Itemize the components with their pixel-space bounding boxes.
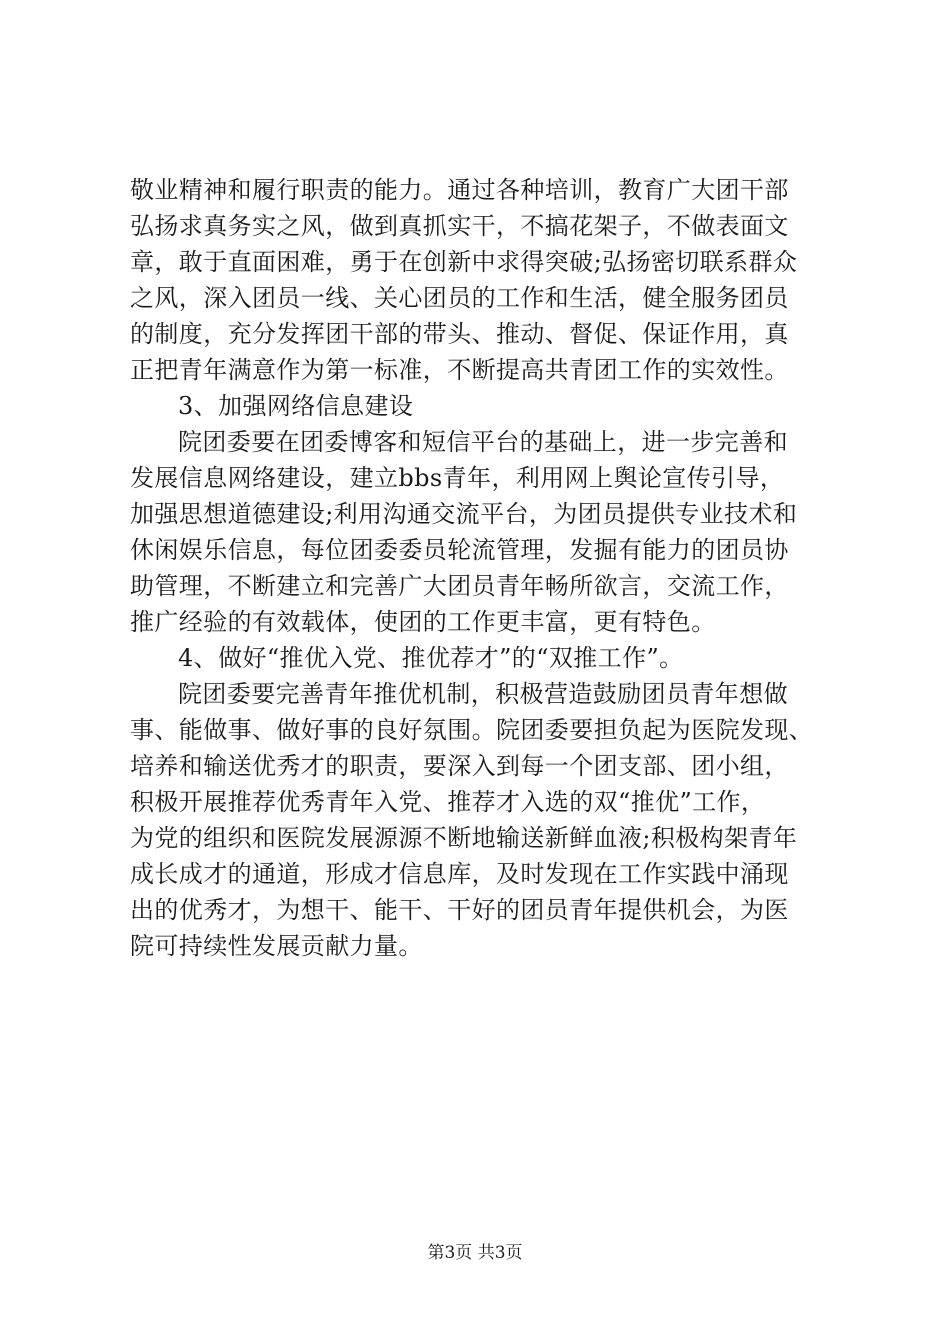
text-line: 助管理，不断建立和完善广大团员青年畅所欲言，交流工作，	[130, 572, 789, 600]
text-line: 加强思想道德建设;利用沟通交流平台，为团员提供专业技术和	[130, 500, 798, 528]
text-line: 院团委要完善青年推优机制，积极营造鼓励团员青年想做	[178, 680, 788, 708]
text-line: 的制度，充分发挥团干部的带头、推动、督促、保证作用，真	[130, 320, 789, 348]
text-line: 敬业精神和履行职责的能力。通过各种培训，教育广大团干部	[130, 176, 789, 204]
text-line: 培养和输送优秀才的职责，要深入到每一个团支部、团小组，	[130, 752, 789, 780]
text-line: 正把青年满意作为第一标准，不断提高共青团工作的实效性。	[130, 356, 789, 384]
text-line: 事、能做事、做好事的良好氛围。院团委要担负起为医院发现、	[130, 716, 814, 744]
text-line: 院可持续性发展贡献力量。	[130, 932, 423, 960]
text-line: 出的优秀才，为想干、能干、干好的团员青年提供机会，为医	[130, 896, 789, 924]
document-body	[130, 172, 830, 964]
text-line: 发展信息网络建设，建立bbs青年，利用网上舆论宣传引导，	[130, 464, 785, 492]
text-line: 成长成才的通道，形成才信息库，及时发现在工作实践中涌现	[130, 860, 789, 888]
page-number: 第3页 共3页	[427, 1243, 523, 1263]
text-line: 弘扬求真务实之风，做到真抓实干，不搞花架子，不做表面文	[130, 212, 789, 240]
text-line: 休闲娱乐信息，每位团委委员轮流管理，发掘有能力的团员协	[130, 536, 789, 564]
text-line: 院团委要在团委博客和短信平台的基础上，进一步完善和	[178, 428, 788, 456]
text-line: 推广经验的有效载体，使团的工作更丰富，更有特色。	[130, 608, 716, 636]
text-line: 章，敢于直面困难，勇于在创新中求得突破;弘扬密切联系群众	[130, 248, 798, 276]
section-heading: 3、加强网络信息建设	[178, 392, 414, 420]
section-heading: 4、做好“推优入党、推优荐才”的“双推工作”。	[178, 644, 684, 672]
text-line: 积极开展推荐优秀青年入党、推荐才入选的双“推优”工作，	[130, 788, 766, 816]
text-line: 为党的组织和医院发展源源不断地输送新鲜血液;积极构架青年	[130, 824, 798, 852]
text-line: 之风，深入团员一线、关心团员的工作和生活，健全服务团员	[130, 284, 789, 312]
